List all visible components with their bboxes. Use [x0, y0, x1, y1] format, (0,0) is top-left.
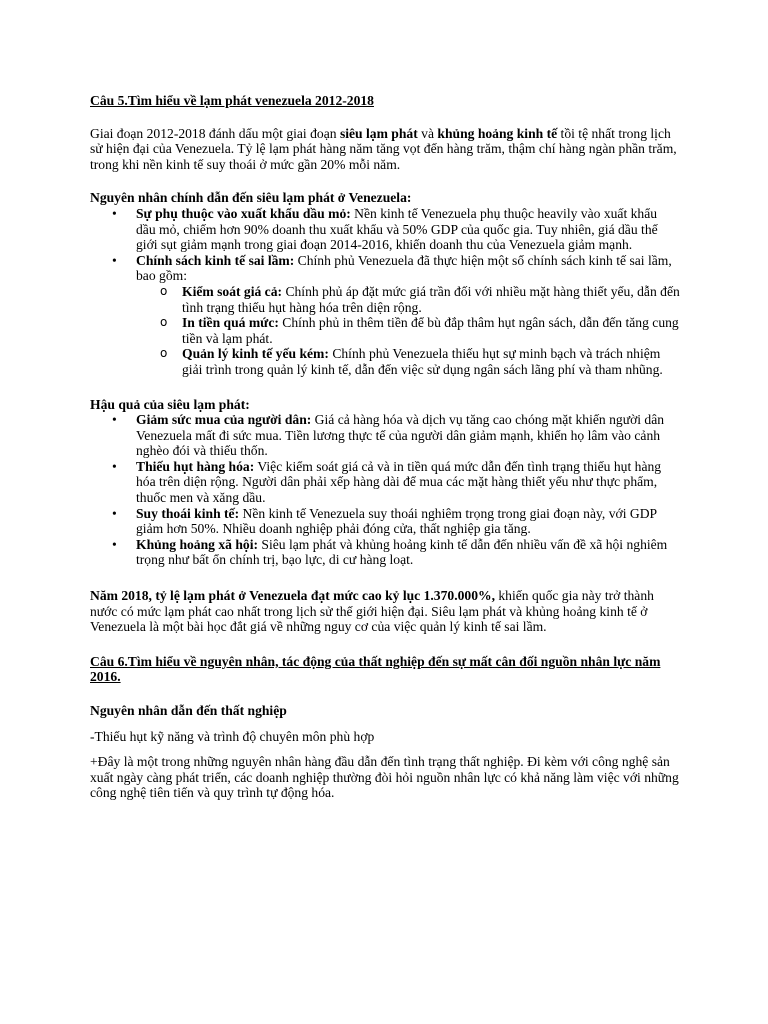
sub-item-text: Chính phủ áp đặt mức giá trần đối với nhiều mặt hàng thiết yếu, dẫn đến tình trạng thiếu hụt hàng hóa trên diện rộng. [182, 283, 680, 315]
sub-item-text: Chính phủ in thêm tiền để bù đắp thâm hụt ngân sách, dẫn đến tăng cung tiền và lạm phát. [182, 315, 679, 346]
circle-bullet-icon: o [160, 283, 168, 298]
bullet-icon: • [112, 252, 117, 268]
summary-bold: Năm 2018, tỷ lệ lạm phát ở Venezuela đạt mức cao kỷ lục 1.370.000%, [90, 588, 495, 604]
intro-pre: Giai đoạn 2012-2018 đánh dấu một giai đoạn [90, 125, 340, 141]
item-label: Suy thoái kinh tế: [136, 505, 240, 521]
intro-bold-sieu-lam-phat: siêu lạm phát [339, 125, 418, 141]
summary-paragraph [90, 588, 680, 635]
sub-list [136, 284, 680, 378]
intro-bold-khung-hoang: khủng hoảng kinh tế [437, 125, 558, 141]
bullet-icon: • [112, 536, 117, 552]
skills-explanation: +Đây là một trong những nguyên nhân hàng đầu dẫn đến tình trạng thất nghiệp. Đi kèm với công nghệ sản xuất ngày càng phát triển, các doanh nghiệp thường đòi hỏi nguồn nhân lực có khả năng làm việc với những công nghệ tiên tiến và quy trình tự động hóa. [90, 754, 679, 801]
item-text: Giá cả hàng hóa và dịch vụ tăng cao chóng mặt khiến người dân Venezuela mất đi sức mua. Tiền lương thực tế của người dân giảm mạnh, khiến họ lâm vào cảnh nghèo đói và thiếu thốn. [136, 412, 665, 459]
list-item [90, 253, 680, 378]
skills-line: -Thiếu hụt kỹ năng và trình độ chuyên môn phù hợp [90, 728, 375, 744]
consequences-list [90, 412, 680, 568]
item-label: Giảm sức mua của người dân: [136, 412, 312, 428]
list-item [90, 537, 680, 568]
intro-mid: và [417, 125, 438, 141]
bullet-icon: • [112, 505, 117, 521]
item-label: Khủng hoảng xã hội: [136, 536, 259, 552]
cau5-title: Câu 5.Tìm hiểu về lạm phát venezuela 2012-2018 [90, 93, 374, 108]
sub-item-label: In tiền quá mức: [182, 315, 279, 331]
sub-list-item [136, 315, 680, 346]
list-item [90, 412, 680, 459]
sub-item-text: Chính phủ Venezuela thiếu hụt sự minh bạch và trách nhiệm giải trình trong quản lý kinh tế, dẫn đến việc sử dụng ngân sách lãng phí và tham nhũng. [182, 346, 663, 377]
cau6-title: Câu 6.Tìm hiểu về nguyên nhân, tác động của thất nghiệp đến sự mất cân đối nguồn nhân lực năm 2016. [90, 653, 661, 685]
item-text: Siêu lạm phát và khủng hoảng kinh tế dẫn đến nhiều vấn đề xã hội nghiêm trọng như bất ổn chính trị, bạo lực, di cư hàng loạt. [136, 536, 668, 568]
list-item [90, 459, 680, 506]
bullet-icon: • [112, 412, 117, 428]
unemployment-causes-heading: Nguyên nhân dẫn đến thất nghiệp [90, 703, 287, 718]
circle-bullet-icon: o [160, 346, 168, 361]
summary-text: khiến quốc gia này trở thành nước có mức lạm phát cao nhất trong lịch sử thế giới hiện đại. Siêu lạm phát và khủng hoảng kinh tế ở Venezuela là một bài học đắt giá về những nguy cơ của việc quản lý kinh tế sai lầm. [90, 588, 654, 635]
sub-item-label: Kiểm soát giá cả: [182, 283, 283, 299]
document-page [90, 93, 680, 801]
item-label: Chính sách kinh tế sai lầm: [136, 252, 295, 268]
intro-post: tồi tệ nhất trong lịch sử hiện đại của Venezuela. Tỷ lệ lạm phát hàng năm tăng vọt đến hàng trăm, thậm chí hàng ngàn phần trăm, trong khi nền kinh tế suy thoái ở mức gần 20% mỗi năm. [90, 125, 677, 172]
sub-item-label: Quản lý kinh tế yếu kém: [182, 346, 329, 362]
causes-heading: Nguyên nhân chính dẫn đến siêu lạm phát ở Venezuela: [90, 190, 412, 206]
item-text: Chính phủ Venezuela đã thực hiện một số chính sách kinh tế sai lầm, bao gồm: [136, 252, 672, 284]
circle-bullet-icon: o [160, 315, 168, 330]
bullet-icon: • [112, 458, 117, 474]
item-text: Nền kinh tế Venezuela suy thoái nghiêm trọng trong giai đoạn này, với GDP giảm hơn 50%. Nhiều doanh nghiệp phải đóng cửa, thất nghiệp gia tăng. [136, 505, 657, 537]
sub-list-item [136, 284, 680, 315]
item-text: Nền kinh tế Venezuela phụ thuộc heavily vào xuất khẩu dầu mỏ, chiếm hơn 90% doanh thu xuất khẩu và 50% GDP của quốc gia. Tuy nhiên, giá dầu thế giới sụt giảm mạnh trong giai đoạn 2014-2016, khiến doanh thu của Venezuela giảm mạnh. [136, 205, 658, 253]
list-item [90, 206, 680, 253]
sub-list-item [136, 346, 680, 377]
list-item [90, 506, 680, 537]
item-text: Việc kiểm soát giá cả và in tiền quá mức dẫn đến tình trạng thiếu hụt hàng hóa trên diện rộng. Người dân phải xếp hàng dài để mua các mặt hàng thiết yếu như thực phẩm, thuốc men và xăng dầu. [136, 458, 662, 506]
bullet-icon: • [112, 205, 117, 221]
item-label: Sự phụ thuộc vào xuất khẩu dầu mỏ: [136, 205, 351, 221]
consequences-heading: Hậu quả của siêu lạm phát: [90, 396, 250, 412]
cau5-intro [90, 126, 680, 173]
item-label: Thiếu hụt hàng hóa: [136, 458, 255, 474]
causes-list [90, 206, 680, 378]
